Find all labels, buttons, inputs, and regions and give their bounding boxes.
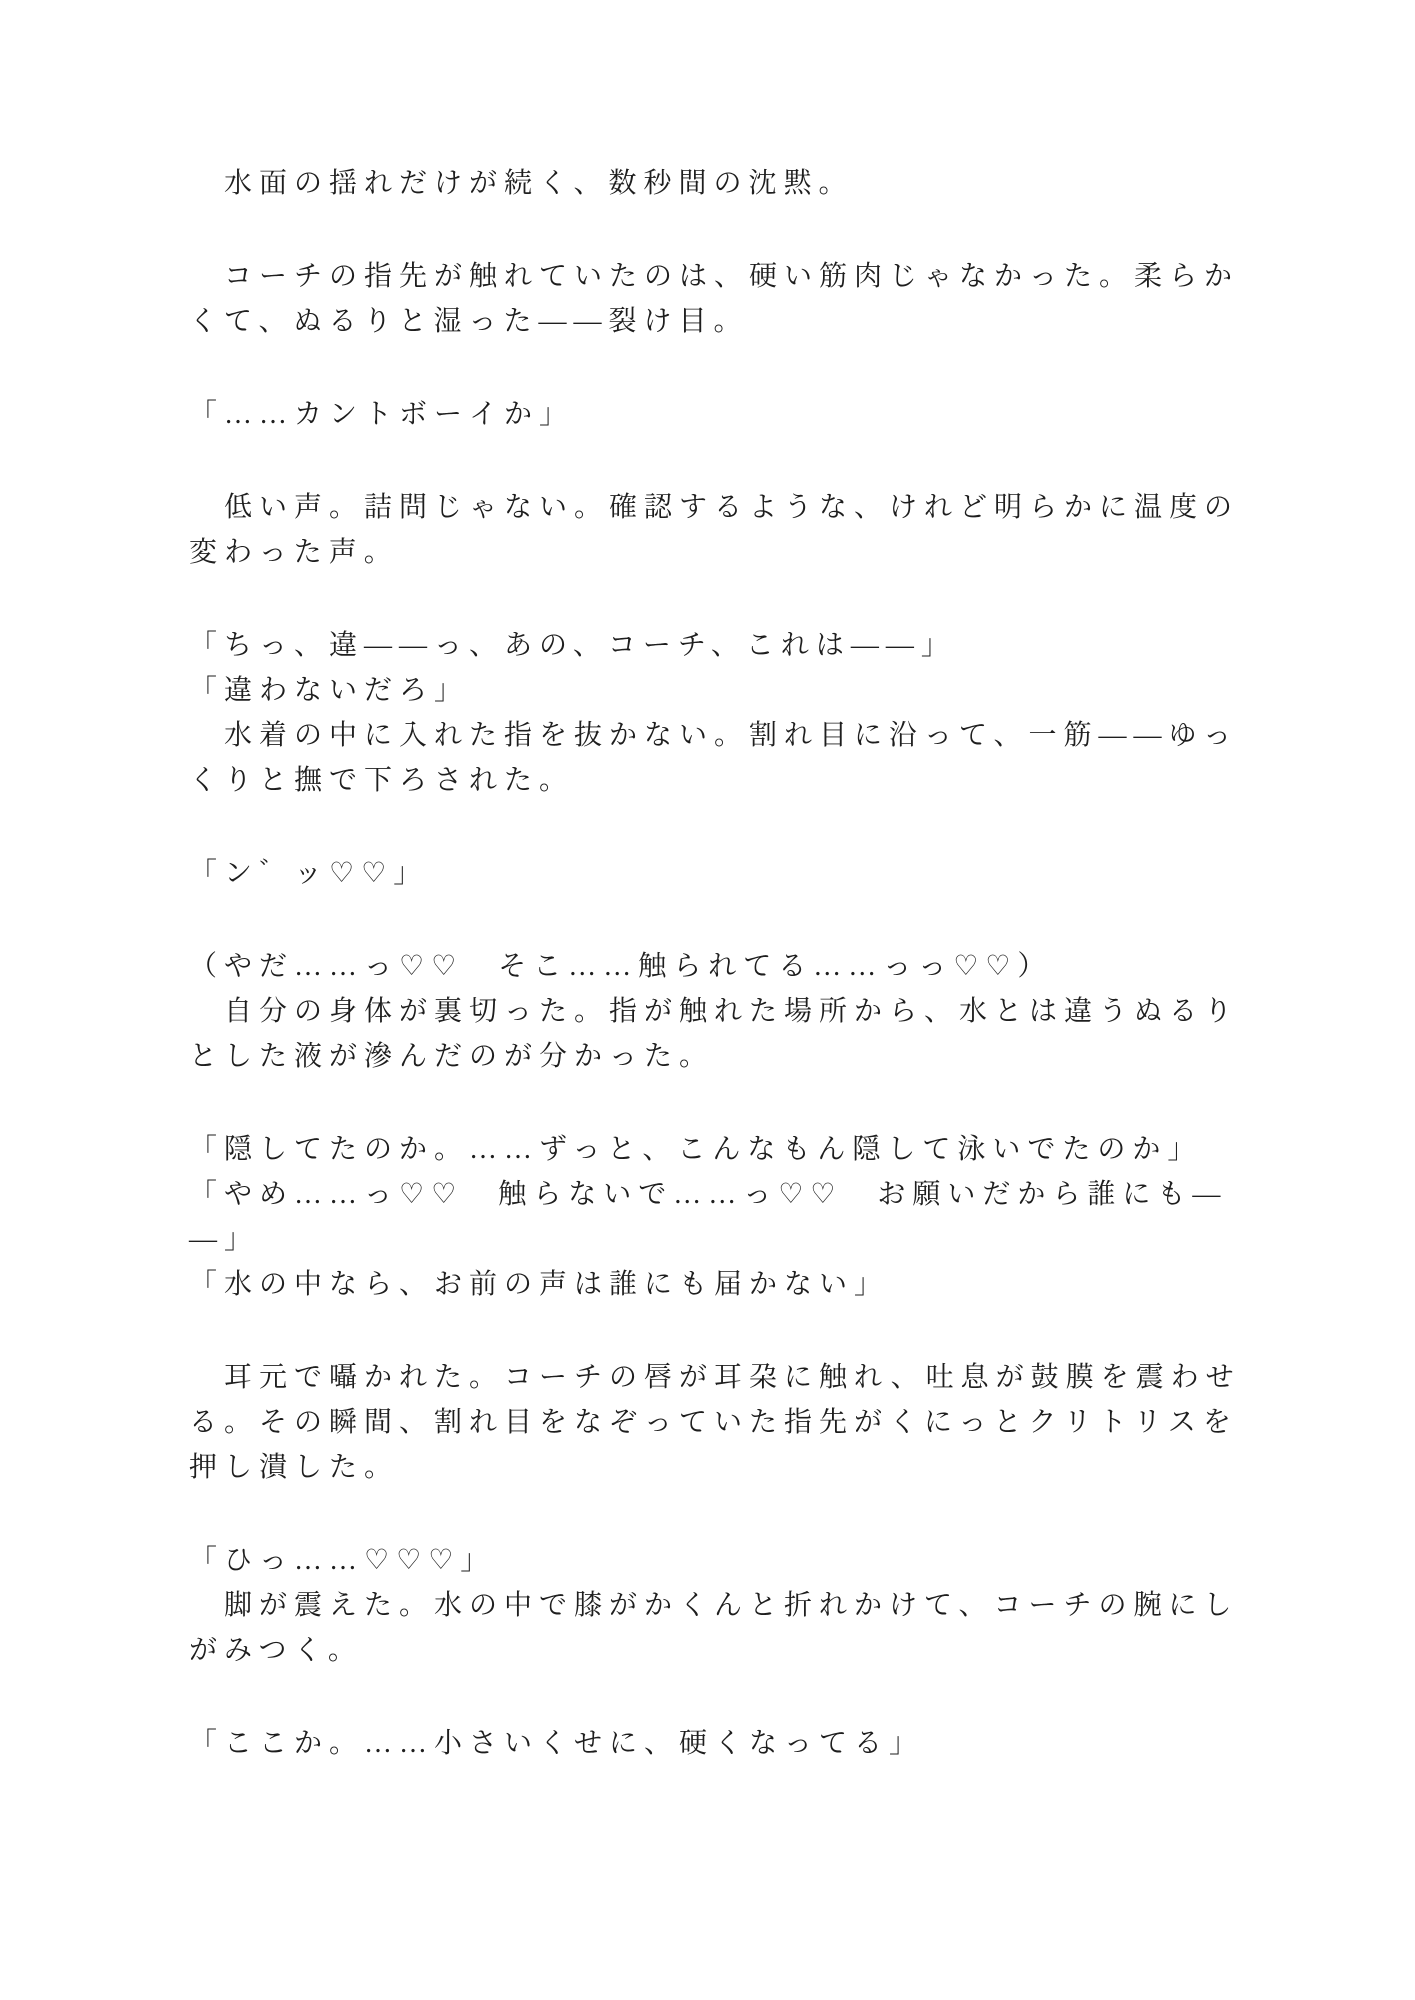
text-line: とした液が滲んだのが分かった。 bbox=[189, 1041, 715, 1072]
text-line: 変わった声。 bbox=[189, 537, 399, 568]
paragraph-block bbox=[189, 485, 1264, 575]
text-line: 「ちっ、違——っ、あの、コーチ、これは——」 bbox=[189, 630, 956, 661]
paragraph-block bbox=[189, 1127, 1264, 1307]
text-line: 「水の中なら、お前の声は誰にも届かない」 bbox=[189, 1269, 890, 1300]
text-line: 低い声。詰問じゃない。確認するような、けれど明らかに温度の bbox=[189, 492, 1240, 523]
document-body bbox=[189, 161, 1264, 1814]
text-line: 「……カントボーイか」 bbox=[189, 399, 575, 430]
paragraph-block bbox=[189, 161, 1264, 206]
text-line: 水着の中に入れた指を抜かない。割れ目に沿って、一筋——ゆっ bbox=[189, 720, 1239, 751]
paragraph-block bbox=[189, 944, 1264, 1079]
text-line: 耳元で囁かれた。コーチの唇が耳朶に触れ、吐息が鼓膜を震わせ bbox=[189, 1362, 1241, 1393]
paragraph-block bbox=[189, 1355, 1264, 1490]
text-line: 「やめ……っ♡♡ 触らないで……っ♡♡ お願いだから誰にも— bbox=[189, 1179, 1228, 1210]
paragraph-block bbox=[189, 1721, 1264, 1766]
text-line: コーチの指先が触れていたのは、硬い筋肉じゃなかった。柔らか bbox=[189, 261, 1240, 292]
text-line: 「ン゛ッ♡♡」 bbox=[189, 858, 429, 889]
text-line: る。その瞬間、割れ目をなぞっていた指先がくにっとクリトリスを bbox=[189, 1407, 1238, 1438]
text-line: 「隠してたのか。……ずっと、こんなもん隠して泳いでたのか」 bbox=[189, 1134, 1203, 1165]
text-line: 自分の身体が裏切った。指が触れた場所から、水とは違うぬるり bbox=[189, 996, 1240, 1027]
text-line: がみつく。 bbox=[189, 1635, 363, 1666]
paragraph-block bbox=[189, 1538, 1264, 1673]
text-line: （やだ……っ♡♡ そこ……触られてる……っっ♡♡） bbox=[189, 951, 1053, 982]
paragraph-block bbox=[189, 254, 1264, 344]
paragraph-block bbox=[189, 392, 1264, 437]
text-line: —」 bbox=[189, 1224, 260, 1255]
text-line: くて、ぬるりと湿った——裂け目。 bbox=[189, 306, 749, 337]
text-line: くりと撫で下ろされた。 bbox=[189, 765, 575, 796]
text-line: 押し潰した。 bbox=[189, 1452, 400, 1483]
text-line: 脚が震えた。水の中で膝がかくんと折れかけて、コーチの腕にし bbox=[189, 1590, 1239, 1621]
text-line: 水面の揺れだけが続く、数秒間の沈黙。 bbox=[189, 168, 854, 199]
text-line: 「ひっ……♡♡♡」 bbox=[189, 1545, 496, 1576]
paragraph-block bbox=[189, 851, 1264, 896]
text-line: 「ここか。……小さいくせに、硬くなってる」 bbox=[189, 1728, 925, 1759]
text-line: 「違わないだろ」 bbox=[189, 675, 470, 706]
paragraph-block bbox=[189, 623, 1264, 803]
